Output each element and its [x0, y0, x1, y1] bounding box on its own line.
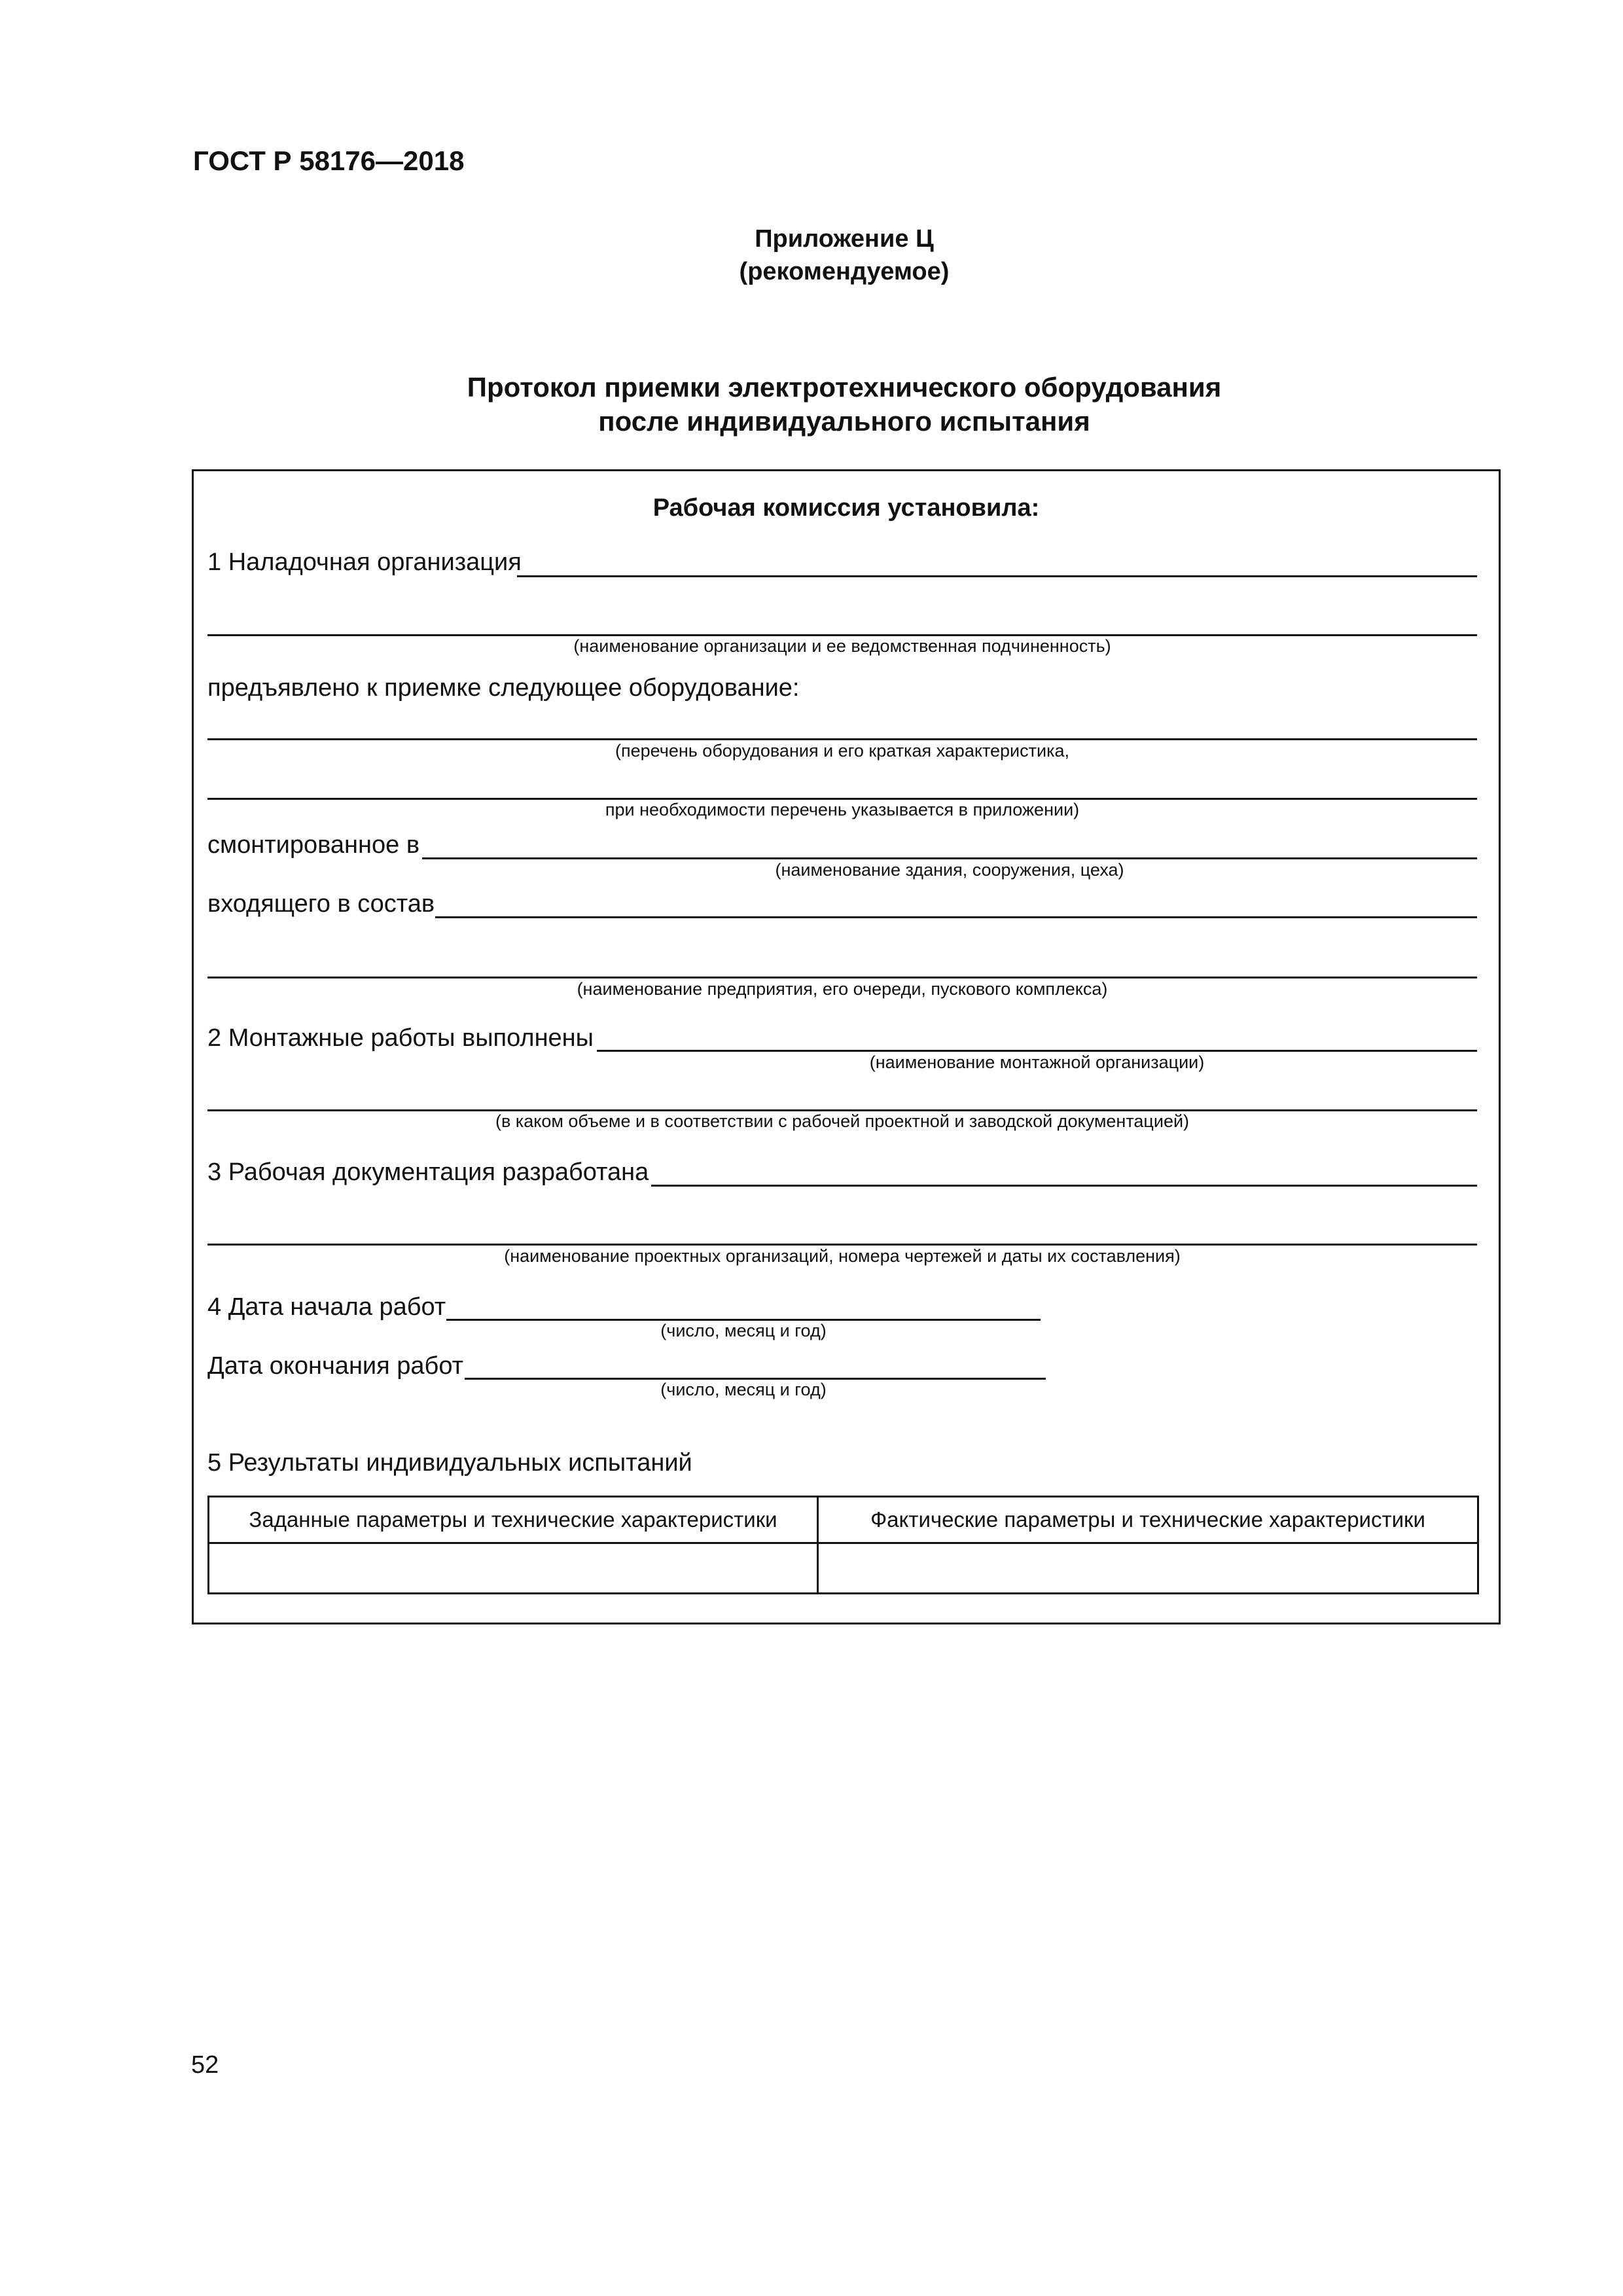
appendix-label: Приложение Ц — [755, 225, 934, 253]
part-of-field[interactable] — [435, 916, 1477, 918]
commissioning-org-field[interactable] — [517, 575, 1477, 577]
start-date-label: 4 Дата начала работ — [207, 1293, 446, 1321]
table-row — [209, 1543, 1478, 1594]
part-of-hint: (наименование предприятия, его очереди, пускового комплекса) — [577, 979, 1108, 999]
page-number: 52 — [191, 2051, 219, 2079]
page-subtitle: после индивидуального испытания — [598, 406, 1090, 437]
documentation-label: 3 Рабочая документация разработана — [207, 1158, 649, 1186]
results-label: 5 Результаты индивидуальных испытаний — [207, 1449, 692, 1477]
equipment-field[interactable] — [207, 738, 1477, 740]
page-title: Протокол приемки электротехнического оборудования — [467, 372, 1222, 403]
column-header-specified: Заданные параметры и технические характеристики — [209, 1497, 818, 1543]
part-of-field-line2[interactable] — [207, 977, 1477, 978]
column-header-actual: Фактические параметры и технические характеристики — [818, 1497, 1478, 1543]
actual-params-cell[interactable] — [818, 1543, 1478, 1594]
start-date-hint: (число, месяц и год) — [660, 1321, 827, 1340]
end-date-hint: (число, месяц и год) — [660, 1380, 827, 1399]
specified-params-cell[interactable] — [209, 1543, 818, 1594]
equipment-hint-2: при необходимости перечень указывается в приложении) — [605, 800, 1080, 819]
table-header-row — [209, 1497, 1478, 1543]
installation-hint: (наименование монтажной организации) — [869, 1052, 1205, 1072]
form-heading: Рабочая комиссия установила: — [652, 494, 1040, 522]
documentation-field-line2[interactable] — [207, 1244, 1477, 1246]
commissioning-org-label: 1 Наладочная организация — [207, 548, 522, 576]
part-of-label: входящего в состав — [207, 890, 435, 918]
installed-in-field[interactable] — [422, 857, 1477, 859]
equipment-label: предъявлено к приемке следующее оборудование: — [207, 674, 800, 702]
results-table — [207, 1496, 1479, 1594]
commissioning-org-hint: (наименование организации и ее ведомственная подчиненность) — [573, 636, 1111, 656]
installation-field[interactable] — [597, 1050, 1477, 1052]
installed-in-hint: (наименование здания, сооружения, цеха) — [775, 860, 1124, 880]
end-date-label: Дата окончания работ — [207, 1352, 464, 1380]
documentation-hint: (наименование проектных организаций, номера чертежей и даты их составления) — [504, 1246, 1181, 1266]
document-code: ГОСТ Р 58176—2018 — [193, 145, 465, 176]
installed-in-label: смонтированное в — [207, 831, 420, 859]
documentation-field[interactable] — [651, 1185, 1477, 1187]
installation-scope-hint: (в каком объеме и в соответствии с рабочей проектной и заводской документацией) — [495, 1111, 1190, 1131]
appendix-status: (рекомендуемое) — [739, 258, 950, 285]
equipment-hint-1: (перечень оборудования и его краткая характеристика, — [615, 741, 1070, 761]
installation-label: 2 Монтажные работы выполнены — [207, 1024, 594, 1052]
